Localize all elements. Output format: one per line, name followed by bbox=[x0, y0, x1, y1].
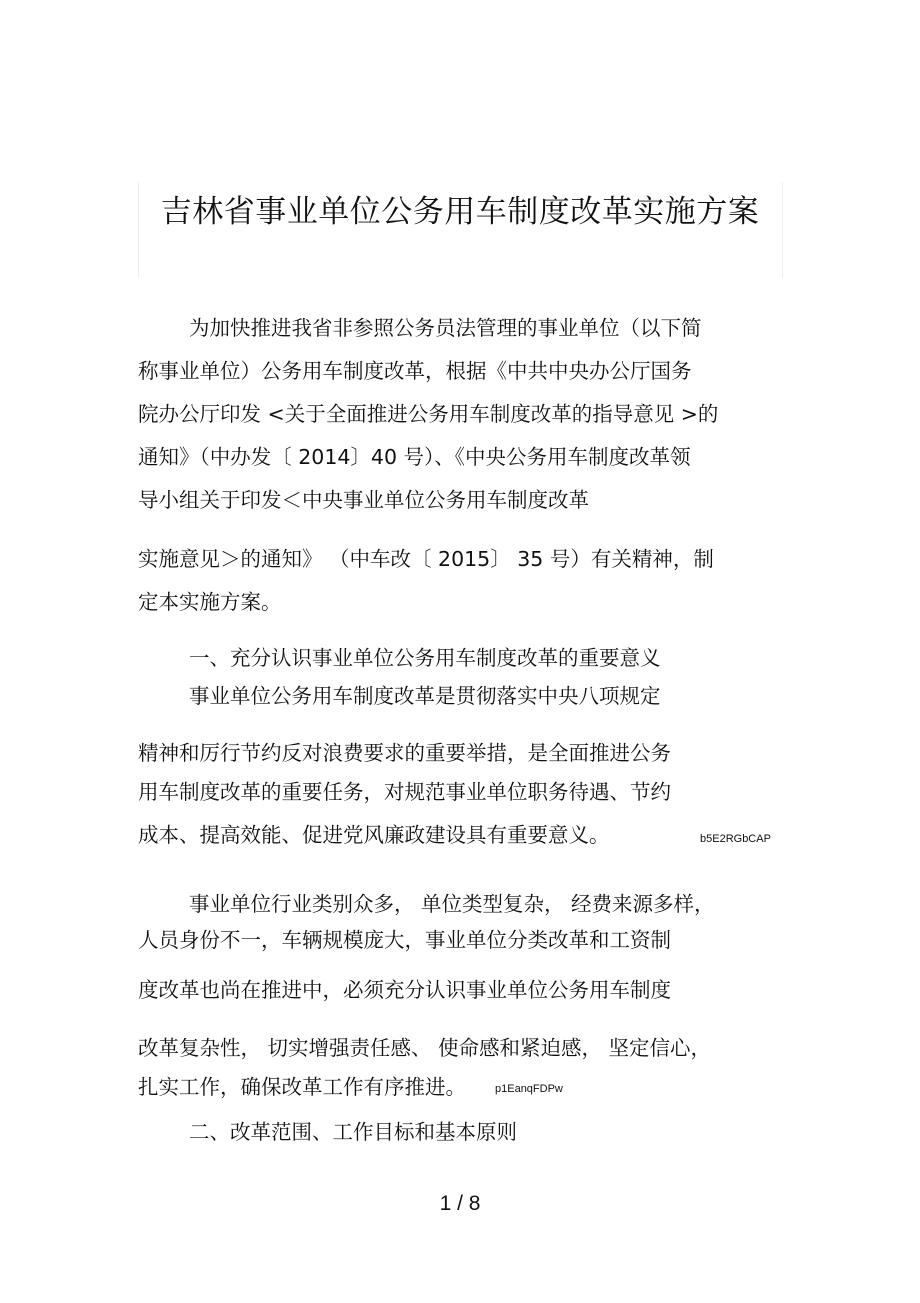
text-line: 事业单位公务用车制度改革是贯彻落实中央八项规定 bbox=[189, 684, 661, 708]
text-line: 精神和厉行节约反对浪费要求的重要举措，是全面推进公务 bbox=[138, 741, 671, 765]
page-number: 1 / 8 bbox=[439, 1192, 481, 1215]
section-heading-1: 一、充分认识事业单位公务用车制度改革的重要意义 bbox=[189, 646, 661, 670]
text-line: 人员身份不一，车辆规模庞大，事业单位分类改革和工资制 bbox=[138, 928, 671, 952]
text-line: 导小组关于印发＜中央事业单位公务用车制度改革 bbox=[138, 488, 589, 512]
text-line: 用车制度改革的重要任务，对规范事业单位职务待遇、节约 bbox=[138, 780, 671, 804]
text-line: 定本实施方案。 bbox=[138, 590, 282, 614]
doc-code: p1EanqFDPw bbox=[495, 1083, 563, 1095]
text-line: 成本、提高效能、促进党风廉政建设具有重要意义。 bbox=[138, 823, 610, 847]
text-line: 为加快推进我省非参照公务员法管理的事业单位（以下简 bbox=[189, 316, 702, 340]
text-line: 事业单位行业类别众多， 单位类型复杂， 经费来源多样， bbox=[189, 892, 715, 916]
text-line: 度改革也尚在推进中，必须充分认识事业单位公务用车制度 bbox=[138, 978, 671, 1002]
text-line: 扎实工作，确保改革工作有序推进。 bbox=[138, 1075, 466, 1099]
text-line: 院办公厅印发 <关于全面推进公务用车制度改革的指导意见 >的 bbox=[138, 402, 719, 426]
section-heading-2: 二、改革范围、工作目标和基本原则 bbox=[189, 1120, 517, 1144]
text-line: 通知》（中办发〔 2014〕40 号）、《中央公务用车制度改革领 bbox=[138, 445, 691, 469]
doc-code: b5E2RGbCAP bbox=[700, 833, 771, 845]
text-line: 实施意见＞的通知》 （中车改〔 2015〕 35 号）有关精神，制 bbox=[138, 547, 714, 571]
text-line: 改革复杂性， 切实增强责任感、 使命感和紧迫感， 坚定信心， bbox=[138, 1036, 712, 1060]
text-line: 称事业单位）公务用车制度改革，根据《中共中央办公厅国务 bbox=[138, 359, 692, 383]
document-title: 吉林省事业单位公务用车制度改革实施方案 bbox=[160, 194, 760, 230]
